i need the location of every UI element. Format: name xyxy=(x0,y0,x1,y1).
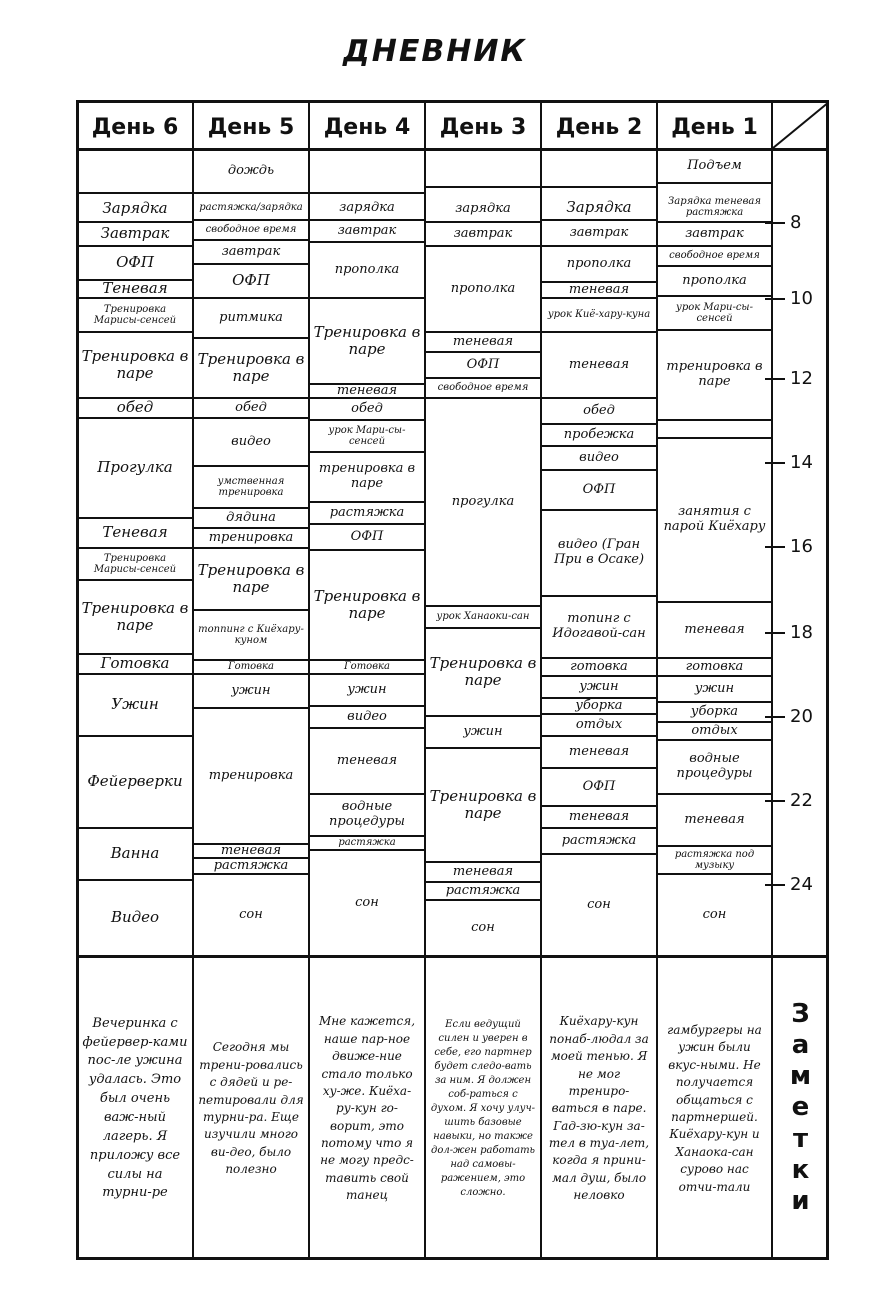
schedule-cell: Готовка xyxy=(78,655,192,675)
schedule-cell: Тренировка в паре xyxy=(426,629,540,717)
schedule-cell: водные процедуры xyxy=(658,741,771,795)
schedule-cell: урок Киё-хару-куна xyxy=(542,299,656,333)
schedule-cell: Подъем xyxy=(658,150,771,184)
schedule-cell: Тренировка Марисы-сенсей xyxy=(78,299,192,333)
schedule-cell: теневая xyxy=(542,283,656,299)
schedule-cell: зарядка xyxy=(310,197,424,221)
day-header: День 2 xyxy=(555,114,643,140)
schedule-cell: завтрак xyxy=(426,223,540,247)
schedule-cell: сон xyxy=(471,919,495,935)
schedule-cell: тренировка xyxy=(194,529,308,549)
schedule-cell: прополка xyxy=(426,247,540,333)
schedule-cell: завтрак xyxy=(194,241,308,265)
schedule-cell: Зарядка теневая растяжка xyxy=(658,193,771,223)
schedule-cell: Тренировка в паре xyxy=(426,749,540,863)
schedule-cell: готовка xyxy=(658,659,771,677)
schedule-cell: видео xyxy=(542,447,656,471)
notes-label-letter: З xyxy=(791,998,810,1029)
schedule-cell: водные процедуры xyxy=(310,795,424,837)
note-day4: Мне кажется, наше пар-ное движе-ние стало только ху-же. Киёха-ру-кун го-ворит, это потому что я не могу предс-тавить свой танец xyxy=(318,1014,416,1203)
schedule-cell: тренировка xyxy=(194,709,308,845)
schedule-cell: обед xyxy=(78,399,192,419)
schedule-cell: видео xyxy=(194,419,308,467)
schedule-cell: ОФП xyxy=(310,525,424,551)
schedule-cell: Ванна xyxy=(78,829,192,881)
schedule-cell: урок Мари-сы-сенсей xyxy=(310,421,424,453)
schedule-cell: Фейерверки xyxy=(78,737,192,829)
schedule-cell: свободное время xyxy=(194,221,308,241)
schedule-cell: теневая xyxy=(658,603,771,659)
schedule-cell: завтрак xyxy=(658,223,771,247)
schedule-cell: Ужин xyxy=(78,675,192,737)
schedule-cell: уборка xyxy=(658,703,771,723)
note-day2: Киёхару-кун понаб-людал за моей тенью. Я не мог трениро-ваться в паре. Гад-зю-кун за-тел в туа-лет, когда я прини-мал душ, было неловко xyxy=(548,1014,650,1203)
schedule-cell: завтрак xyxy=(542,221,656,247)
schedule-cell: растяжка xyxy=(542,829,656,855)
schedule-cell: готовка xyxy=(542,659,656,677)
schedule-cell-empty xyxy=(78,150,192,194)
notes-divider xyxy=(76,955,829,958)
schedule-cell: завтрак xyxy=(310,221,424,243)
schedule-cell: обед xyxy=(194,399,308,419)
schedule-cell: Тренировка в паре xyxy=(78,333,192,399)
schedule-cell-empty xyxy=(658,421,771,439)
schedule-cell: топинг с Идогавой-сан xyxy=(542,597,656,659)
schedule-cell: растяжка xyxy=(194,859,308,875)
schedule-cell: Тренировка в паре xyxy=(194,549,308,611)
hour-label: 18 xyxy=(790,622,813,643)
schedule-cell: свободное время xyxy=(658,247,771,267)
notes-label-letter: т xyxy=(792,1123,809,1154)
schedule-cell: Зарядка xyxy=(78,197,192,223)
notes-label-letter: к xyxy=(791,1154,810,1185)
hour-tick xyxy=(765,378,785,380)
notes-label-letter: м xyxy=(789,1061,812,1092)
schedule-cell: Тренировка в паре xyxy=(78,581,192,655)
schedule-cell: теневая xyxy=(542,333,656,399)
schedule-cell: прополка xyxy=(658,267,771,297)
schedule-cell: ужин xyxy=(542,677,656,699)
schedule-cell: ОФП xyxy=(78,247,192,281)
schedule-cell: обед xyxy=(310,399,424,421)
schedule-cell: растяжка/зарядка xyxy=(194,197,308,221)
schedule-cell: видео (Гран При в Осаке) xyxy=(542,511,656,597)
schedule-cell: урок Ханаоки-сан xyxy=(426,607,540,629)
schedule-cell: растяжка xyxy=(310,837,424,851)
day-header: День 5 xyxy=(207,114,295,140)
schedule-cell: занятия с парой Киёхару xyxy=(658,439,771,603)
schedule-cell: ужин xyxy=(194,675,308,709)
schedule-cell: Тренировка в паре xyxy=(310,551,424,661)
hour-label: 14 xyxy=(790,452,813,473)
schedule-cell: видео xyxy=(310,707,424,729)
hour-tick xyxy=(765,546,785,548)
schedule-cell: ОФП xyxy=(426,353,540,379)
schedule-cell: урок Мари-сы-сенсей xyxy=(658,297,771,331)
hour-tick xyxy=(765,716,785,718)
hour-tick xyxy=(765,462,785,464)
hour-label: 8 xyxy=(790,212,802,233)
note-day3: Если ведущий силен и уверен в себе, его партнер будет следо-вать за ним. Я должен соб-раться с духом. Я хочу улуч-шить базовые навыки, но также дол-жен работать над самовы-ражением, это сложно. xyxy=(430,1019,536,1198)
schedule-cell: прогулка xyxy=(426,399,540,607)
schedule-cell: прополка xyxy=(310,243,424,299)
schedule-cell: сон xyxy=(587,896,611,912)
schedule-cell: тренировка в паре xyxy=(310,453,424,503)
schedule-cell: отдых xyxy=(658,723,771,741)
schedule-cell: ОФП xyxy=(542,769,656,807)
schedule-cell: ужин xyxy=(658,677,771,703)
schedule-cell: ужин xyxy=(426,717,540,749)
hour-label: 22 xyxy=(790,790,813,811)
schedule-cell: сон xyxy=(702,906,727,922)
schedule-cell: пробежка xyxy=(542,425,656,447)
day-header: День 1 xyxy=(671,114,758,140)
notes-label-letter: е xyxy=(791,1092,810,1123)
schedule-cell: умственная тренировка xyxy=(194,467,308,509)
schedule-cell: Прогулка xyxy=(78,419,192,519)
schedule-cell-empty xyxy=(542,150,656,188)
hour-label: 10 xyxy=(790,288,813,309)
schedule-cell: ритмика xyxy=(194,299,308,339)
hour-label: 16 xyxy=(790,536,813,557)
schedule-cell: ОФП xyxy=(194,265,308,299)
schedule-cell: дядина xyxy=(194,509,308,529)
schedule-cell: теневая xyxy=(310,385,424,399)
notes-label-letter: а xyxy=(791,1030,810,1061)
hour-tick xyxy=(765,800,785,802)
schedule-cell: растяжка под музыку xyxy=(658,847,771,875)
schedule-cell: прополка xyxy=(542,247,656,283)
hour-label: 24 xyxy=(790,874,813,895)
schedule-cell: Готовка xyxy=(194,661,308,675)
hour-label: 20 xyxy=(790,706,813,727)
note-day6: Вечеринка с фейервер-ками пос-ле ужина удалась. Это был очень важ-ный лагерь. Я приложу все силы на турни-ре xyxy=(82,1015,188,1201)
schedule-cell: Завтрак xyxy=(78,223,192,247)
schedule-cell: Тренировка Марисы-сенсей xyxy=(78,549,192,581)
schedule-cell: зарядка xyxy=(426,197,540,223)
header-corner-diagonal xyxy=(773,102,829,148)
day-header: День 3 xyxy=(439,114,527,140)
schedule-cell: Видео xyxy=(110,908,160,927)
day-header: День 4 xyxy=(323,114,411,140)
schedule-cell: свободное время xyxy=(426,379,540,399)
notes-label xyxy=(772,958,829,1258)
schedule-cell: теневая xyxy=(426,863,540,883)
schedule-cell: сон xyxy=(239,906,263,922)
schedule-cell: Теневая xyxy=(78,519,192,549)
hour-tick xyxy=(765,632,785,634)
hour-label: 12 xyxy=(790,368,813,389)
schedule-cell-empty xyxy=(426,150,540,188)
schedule-cell: теневая xyxy=(194,845,308,859)
day-header: День 6 xyxy=(91,114,179,140)
schedule-cell: дождь xyxy=(194,150,308,194)
schedule-cell: Готовка xyxy=(310,661,424,675)
schedule-cell: Тренировка в паре xyxy=(310,299,424,385)
hour-tick xyxy=(765,884,785,886)
schedule-cell: теневая xyxy=(542,807,656,829)
note-day1: гамбургеры на ужин были вкус-ными. Не получается общаться с партнершей. Киёхару-кун и Ханаока-сан сурово нас отчи-тали xyxy=(667,1023,762,1194)
schedule-cell-empty xyxy=(310,150,424,194)
schedule-cell: теневая xyxy=(426,333,540,353)
schedule-cell: тренировка в паре xyxy=(658,331,771,421)
schedule-cell: уборка xyxy=(542,699,656,715)
schedule-cell: растяжка xyxy=(310,503,424,525)
schedule-cell: ОФП xyxy=(542,471,656,511)
notes-label-letter: и xyxy=(791,1185,810,1216)
schedule-cell: ужин xyxy=(310,675,424,707)
schedule-cell: Теневая xyxy=(78,281,192,299)
schedule-cell: теневая xyxy=(658,795,771,847)
hour-tick xyxy=(765,222,785,224)
schedule-cell: теневая xyxy=(310,729,424,795)
schedule-cell: отдых xyxy=(542,715,656,737)
schedule-cell: сон xyxy=(355,894,379,910)
note-day5: Сегодня мы трени-ровались с дядей и ре-петировали для турни-ра. Еще изучили много ви-део, было полезно xyxy=(198,1040,304,1177)
page-title: ДНЕВНИК xyxy=(343,34,527,69)
schedule-cell: Зарядка xyxy=(542,197,656,221)
schedule-cell: растяжка xyxy=(426,883,540,901)
hour-tick xyxy=(765,298,785,300)
schedule-cell: Тренировка в паре xyxy=(194,339,308,399)
schedule-cell: теневая xyxy=(542,737,656,769)
schedule-cell: обед xyxy=(542,399,656,425)
schedule-cell: топпинг с Киёхару-куном xyxy=(194,611,308,661)
